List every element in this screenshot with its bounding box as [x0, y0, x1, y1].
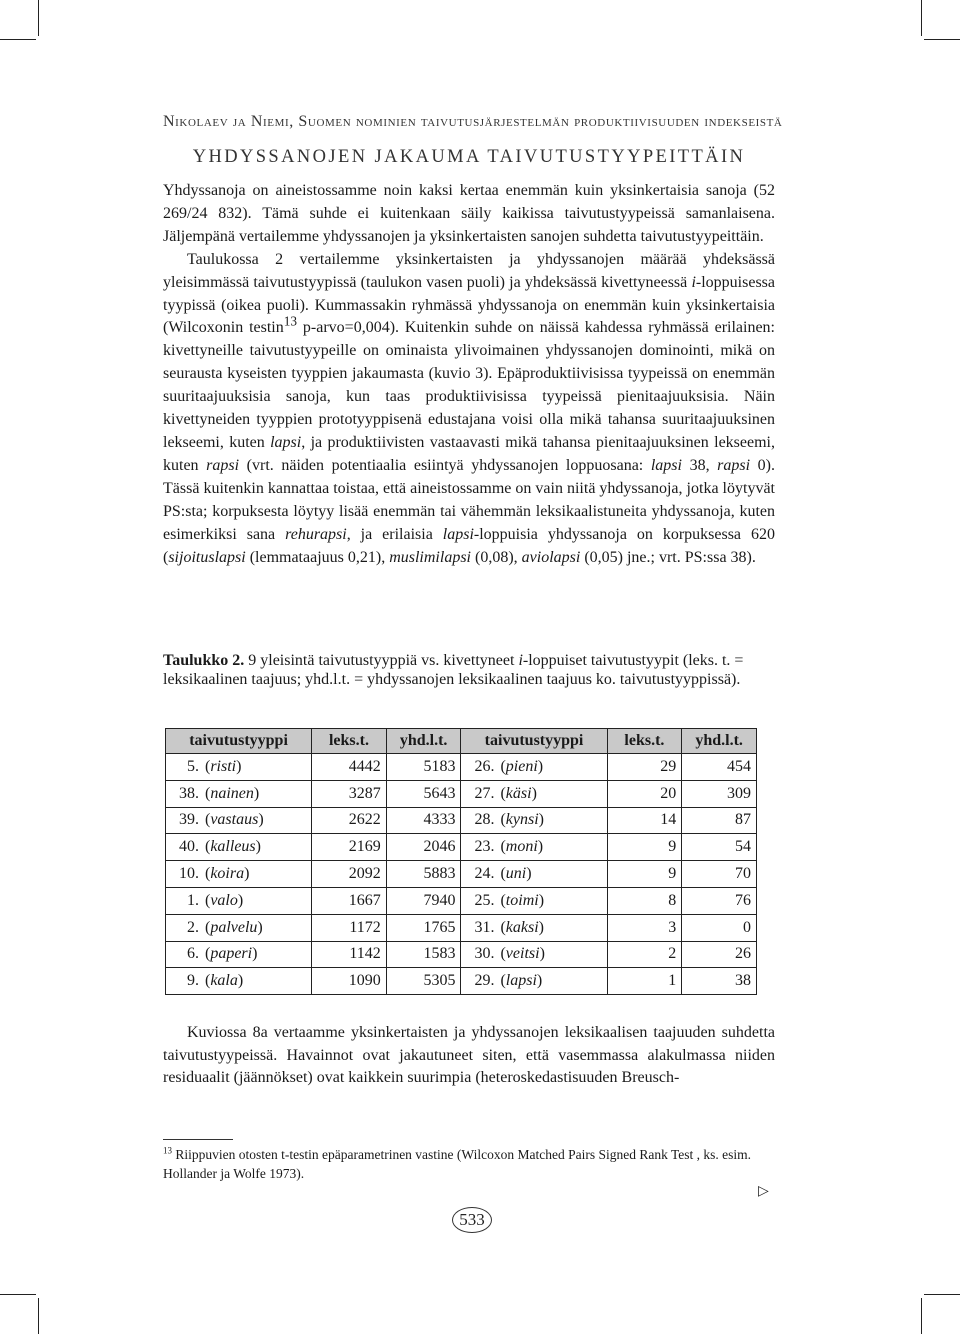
- page-number: 533: [452, 1207, 492, 1233]
- table-caption: Taulukko 2. 9 yleisintä taivutustyyppiä vs. kivettyneet i-loppuiset taivutustyypit (leks. t. = leksikaalinen taajuus; yhd.l.t. = yhdyssanojen leksikaalinen taajuus ko. taivutustyyppissä).: [163, 652, 744, 689]
- inflection-type-cell: 1. (valo): [166, 887, 312, 914]
- paragraph-2: Taulukossa 2 vertailemme yksinkertaisten ja yhdyssanojen määrää yhdeksässä yleisimmässä taivutustyypissä (taulukon vasen puoli) ja yhdeksässä kivettyneessä i-loppuisessa tyypissä (oikea puoli). Kummassakin ryhmässä yhdyssanoja on enemmän kuin yksinkertaisia (Wilcoxonin testin$^{13}$ p-arvo=0,004). Kuitenkin suhde on näissä kahdessa ryhmässä erilainen: kivettyneille taivutustyypeille on ominaista ylivoimainen yhdyssanojen dominointi, mikä on seurausta kyseisten tyyppien jakaumasta (kuvio 3). Epäproduktiivisissa tyypeissä on enemmän suuritaajuuksisia sanoja, kun taas produktiivisissa tyypeissä pienitaajuuksisia. Näin kivettyneiden tyyppien prototyyppisenä edustajana voisi olla mikä tahansa suuritaajuuksinen lekseemi, kuten lapsi, ja produktiivisten vastaavasti mikä tahansa pienitaajuuksinen lekseemi, kuten rapsi (vrt. näiden potentiaalia esiintyä yhdyssanojen loppuosana: lapsi 38, rapsi 0). Tässä kuitenkin kannattaa toistaa, että aineistossamme on vain niitä yhdyssanoja, jotka löytyvät PS:sta; korpuksesta löytyy lisää enemmän tai vähemmän leksikaalistuneita yhdyssanoja, kuten esimerkiksi sana rehurapsi, ja erilaisia lapsi-loppuisia yhdyssanoja on korpuksessa 620 (sijoituslapsi (lemmataajuus 0,21), muslimilapsi (0,08), aviolapsi (0,05) jne.; vrt. PS:ssa 38).: [163, 250, 776, 566]
- inflection-type-cell: 23. (moni): [461, 834, 607, 861]
- section-title: YHDYSSANOJEN JAKAUMA TAIVUTUSTYYPEITTÄIN: [192, 147, 746, 167]
- lexical-frequency-cell: 1090: [312, 968, 387, 995]
- footnote-rule: [163, 1139, 233, 1140]
- inflection-type-cell: 40. (kalleus): [166, 834, 312, 861]
- compound-frequency-cell: 1765: [386, 914, 461, 941]
- inflection-type-cell: 28. (kynsi): [461, 807, 607, 834]
- crop-mark: [921, 0, 922, 36]
- body-text: [163, 180, 775, 569]
- crop-mark: [924, 1294, 960, 1295]
- compound-frequency-cell: 2046: [386, 834, 461, 861]
- crop-mark: [38, 0, 39, 36]
- column-header: leks.t.: [312, 729, 387, 754]
- compound-frequency-cell: 70: [682, 861, 757, 888]
- table-row: [166, 834, 757, 861]
- inflection-type-cell: 31. (kaksi): [461, 914, 607, 941]
- column-header: yhd.l.t.: [682, 729, 757, 754]
- lexical-frequency-cell: 3: [607, 914, 682, 941]
- lexical-frequency-cell: 8: [607, 887, 682, 914]
- compound-frequency-cell: 5183: [386, 754, 461, 781]
- lexical-frequency-cell: 1142: [312, 941, 387, 968]
- crop-mark: [0, 1294, 36, 1295]
- inflection-type-cell: 10. (koira): [166, 861, 312, 888]
- compound-frequency-cell: 76: [682, 887, 757, 914]
- table-row: [166, 780, 757, 807]
- compound-frequency-cell: 5883: [386, 861, 461, 888]
- compound-frequency-cell: 7940: [386, 887, 461, 914]
- compound-frequency-cell: 309: [682, 780, 757, 807]
- compound-frequency-cell: 5643: [386, 780, 461, 807]
- crop-mark: [0, 39, 36, 40]
- table-row: [166, 887, 757, 914]
- compound-frequency-cell: 1583: [386, 941, 461, 968]
- compound-frequency-cell: 0: [682, 914, 757, 941]
- table-header-row: [166, 729, 757, 754]
- crop-mark: [924, 39, 960, 40]
- inflection-type-cell: 5. (risti): [166, 754, 312, 781]
- column-header: taivutustyyppi: [166, 729, 312, 754]
- table-row: [166, 941, 757, 968]
- table-row: [166, 861, 757, 888]
- lexical-frequency-cell: 2092: [312, 861, 387, 888]
- paragraph-1: Yhdyssanoja on aineistossamme noin kaksi kertaa enemmän kuin yksinkertaisia sanoja (52 269/24 832). Tämä suhde ei kuitenkaan säily kaikissa taivutustyypeissä samanlaisena. Jäljempänä vertailemme yhdyssanojen ja yksinkertaisten sanojen suhdetta taivutustyypeittäin.: [163, 182, 775, 245]
- lexical-frequency-cell: 1: [607, 968, 682, 995]
- inflection-type-cell: 24. (uni): [461, 861, 607, 888]
- inflection-type-cell: 38. (nainen): [166, 780, 312, 807]
- footnote-mark: 13: [163, 1145, 172, 1156]
- footnote-ref[interactable]: 13: [283, 314, 298, 330]
- running-header: Nikolaev ja Niemi, Suomen nominien taivutusjärjestelmän produktiivisuuden indekseistä: [163, 113, 783, 130]
- continue-arrow-icon[interactable]: ▷: [758, 1184, 769, 1199]
- table-row: [166, 807, 757, 834]
- closing-paragraph: Kuviossa 8a vertaamme yksinkertaisten ja yhdyssanojen leksikaalisen taajuuden suhdetta taivutustyypeissä. Havainnot ovat jakautuneet siten, että vasemmassa alakulmassa niiden residuaalit (jäännökset) ovat kaikkein suurimpia (heteroskedastisuuden Breusch-: [163, 1024, 775, 1087]
- compound-frequency-cell: 26: [682, 941, 757, 968]
- lexical-frequency-cell: 1172: [312, 914, 387, 941]
- table-row: [166, 914, 757, 941]
- lexical-frequency-cell: 2622: [312, 807, 387, 834]
- column-header: taivutustyyppi: [461, 729, 607, 754]
- lexical-frequency-cell: 2169: [312, 834, 387, 861]
- column-header: leks.t.: [607, 729, 682, 754]
- lexical-frequency-cell: 3287: [312, 780, 387, 807]
- compound-frequency-cell: 4333: [386, 807, 461, 834]
- footnote: $^{13}$ Riippuvien otosten t-testin epäparametrinen vastine (Wilcoxon Matched Pairs Signed Rank Test , ks. esim. Hollander ja Wolfe 1973).: [163, 1145, 752, 1181]
- inflection-type-cell: 30. (veitsi): [461, 941, 607, 968]
- column-header: yhd.l.t.: [386, 729, 461, 754]
- inflection-type-cell: 26. (pieni): [461, 754, 607, 781]
- crop-mark: [921, 1298, 922, 1334]
- inflection-type-cell: 27. (käsi): [461, 780, 607, 807]
- lexical-frequency-cell: 20: [607, 780, 682, 807]
- inflection-type-cell: 39. (vastaus): [166, 807, 312, 834]
- lexical-frequency-cell: 14: [607, 807, 682, 834]
- compound-frequency-cell: 38: [682, 968, 757, 995]
- lexical-frequency-cell: 29: [607, 754, 682, 781]
- lexical-frequency-cell: 4442: [312, 754, 387, 781]
- caption-label: Taulukko 2.: [163, 652, 245, 669]
- compound-frequency-cell: 5305: [386, 968, 461, 995]
- inflection-type-cell: 25. (toimi): [461, 887, 607, 914]
- inflection-type-cell: 29. (lapsi): [461, 968, 607, 995]
- inflection-table: [165, 728, 757, 995]
- compound-frequency-cell: 454: [682, 754, 757, 781]
- inflection-type-cell: 2. (palvelu): [166, 914, 312, 941]
- crop-mark: [38, 1298, 39, 1334]
- lexical-frequency-cell: 1667: [312, 887, 387, 914]
- compound-frequency-cell: 87: [682, 807, 757, 834]
- inflection-type-cell: 9. (kala): [166, 968, 312, 995]
- lexical-frequency-cell: 2: [607, 941, 682, 968]
- lexical-frequency-cell: 9: [607, 834, 682, 861]
- compound-frequency-cell: 54: [682, 834, 757, 861]
- inflection-type-cell: 6. (paperi): [166, 941, 312, 968]
- lexical-frequency-cell: 9: [607, 861, 682, 888]
- table-row: [166, 968, 757, 995]
- table-row: [166, 754, 757, 781]
